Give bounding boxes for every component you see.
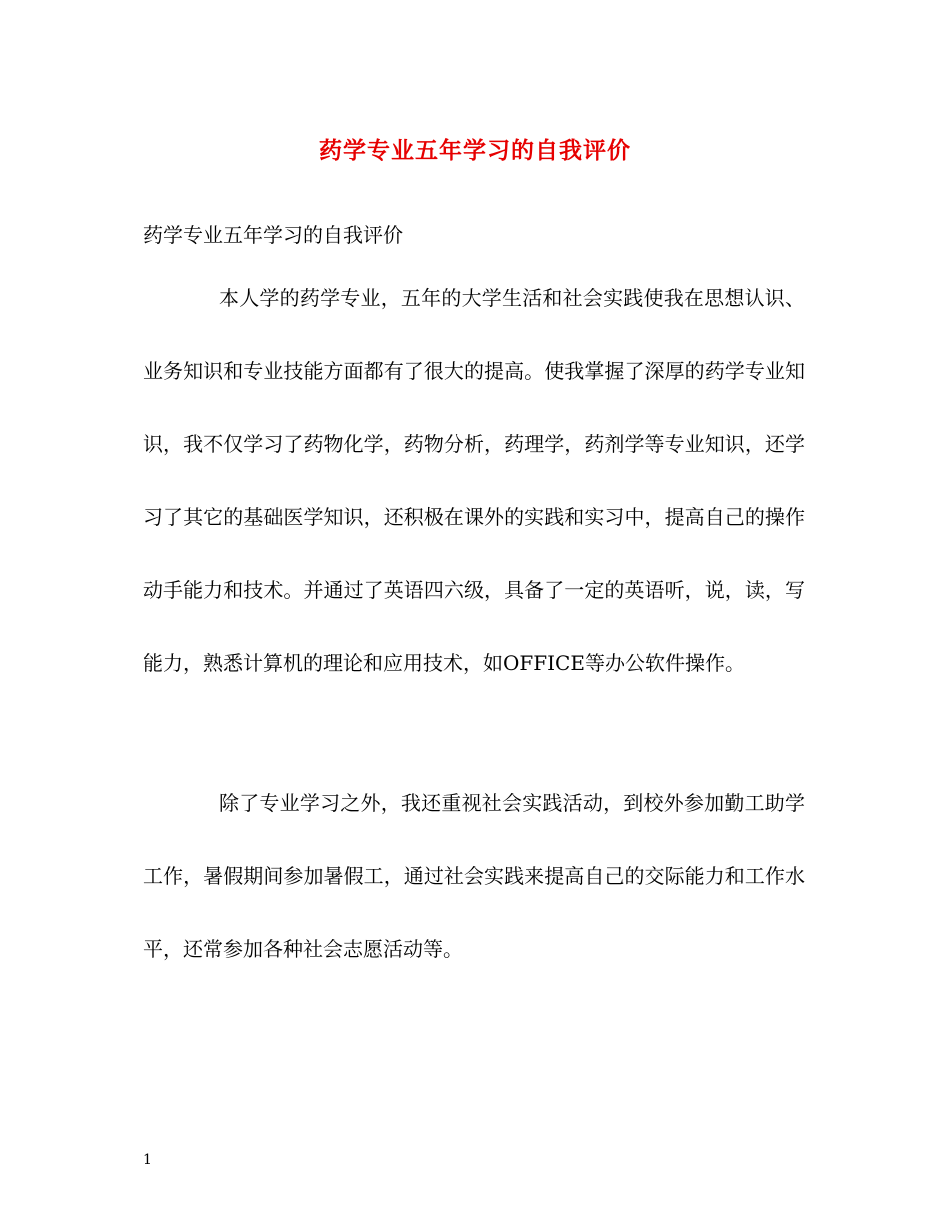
- document-title: 药学专业五年学习的自我评价: [319, 137, 631, 164]
- paragraph-2: 除了专业学习之外，我还重视社会实践活动，到校外参加勤工助学工作，暑假期间参加暑假工，通过社会实践来提高自己的交际能力和工作水平，还常参加各种社会志愿活动等。: [143, 791, 805, 961]
- page-number: 1: [143, 1152, 152, 1168]
- paragraph-1: 本人学的药学专业，五年的大学生活和社会实践使我在思想认识、业务知识和专业技能方面都有了很大的提高。使我掌握了深厚的药学专业知识，我不仅学习了药物化学，药物分析，药理学，药剂学等专业知识，还学习了其它的基础医学知识，还积极在课外的实践和实习中，提高自己的操作动手能力和技术。并通过了英语四六级，具备了一定的英语听，说，读，写能力，熟悉计算机的理论和应用技术，如OFFICE等办公软件操作。: [143, 286, 805, 675]
- document-subtitle: 药学专业五年学习的自我评价: [143, 223, 403, 247]
